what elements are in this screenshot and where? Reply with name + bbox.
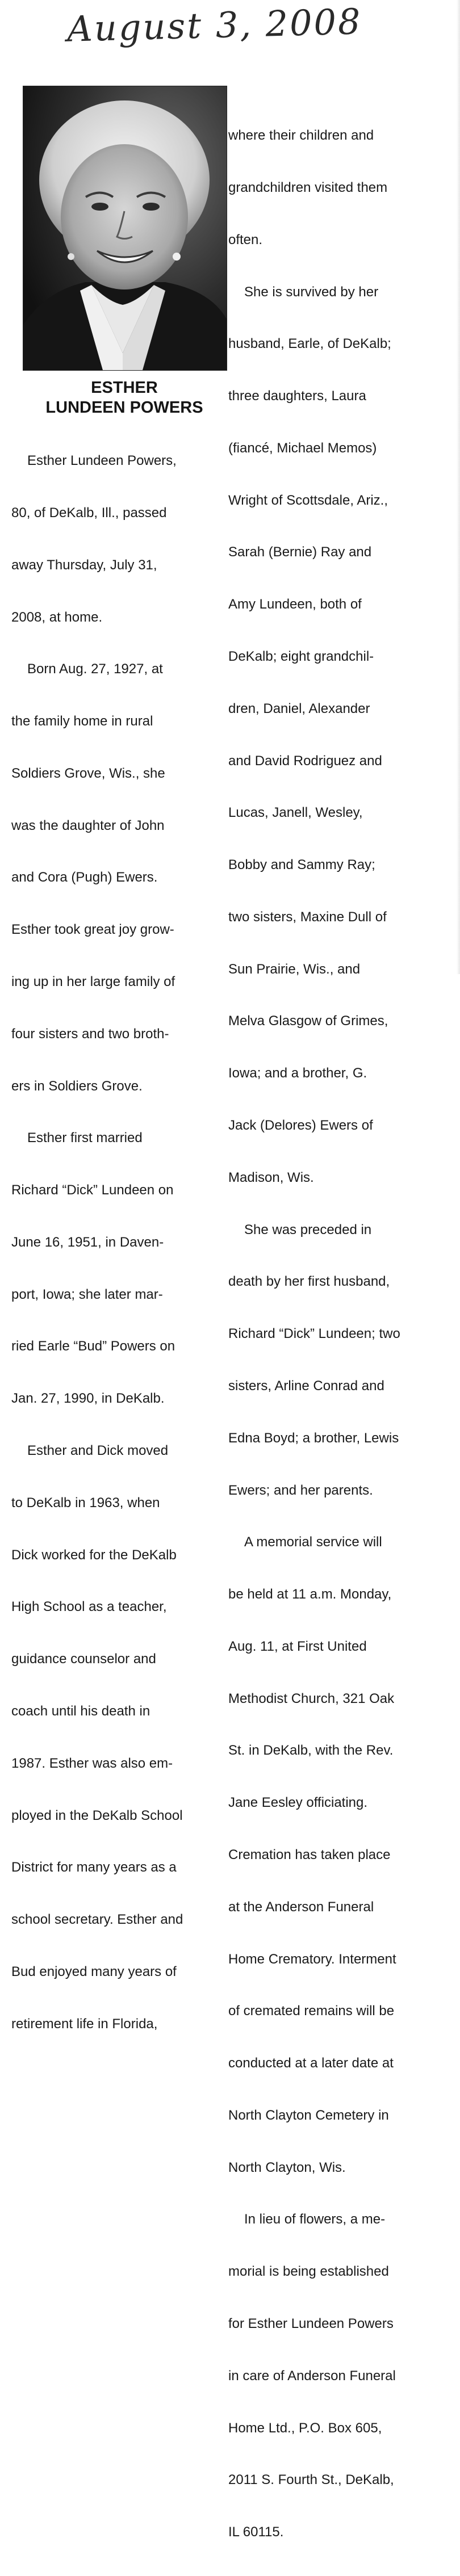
- text-line: (fiancé, Michael Memos): [228, 440, 377, 456]
- text-line: 1987. Esther was also em-: [11, 1755, 173, 1771]
- text-line: sisters, Arline Conrad and: [228, 1378, 384, 1394]
- text-line: Dick worked for the DeKalb: [11, 1547, 177, 1563]
- portrait-photo: [23, 86, 227, 371]
- text-line: June 16, 1951, in Daven-: [11, 1234, 164, 1250]
- text-line: away Thursday, July 31,: [11, 557, 157, 573]
- text-line: where their children and: [228, 128, 374, 144]
- text-line: In lieu of flowers, a me-: [244, 2212, 386, 2227]
- text-line: grandchildren visited them: [228, 179, 388, 195]
- text-line: 2011 S. Fourth St., DeKalb,: [228, 2472, 394, 2488]
- text-line: Esther took great joy grow-: [11, 922, 174, 938]
- text-line: Esther and Dick moved: [27, 1443, 169, 1459]
- text-line: Iowa; and a brother, G.: [228, 1065, 367, 1081]
- text-line: dren, Daniel, Alexander: [228, 700, 370, 716]
- text-line: in care of Anderson Funeral: [228, 2368, 396, 2384]
- text-line: 80, of DeKalb, Ill., passed: [11, 505, 167, 521]
- text-line: retirement life in Florida,: [11, 2016, 158, 2032]
- text-line: Cremation has taken place: [228, 1847, 391, 1862]
- text-line: often.: [228, 232, 263, 247]
- text-line: ried Earle “Bud” Powers on: [11, 1339, 175, 1354]
- text-line: Esther Lundeen Powers,: [27, 453, 177, 469]
- text-line: Bud enjoyed many years of: [11, 1964, 177, 1979]
- text-line: Jan. 27, 1990, in DeKalb.: [11, 1391, 165, 1407]
- text-line: port, Iowa; she later mar-: [11, 1286, 163, 1302]
- text-line: Richard “Dick” Lundeen; two: [228, 1326, 400, 1342]
- text-line: Wright of Scottsdale, Ariz.,: [228, 492, 388, 508]
- text-line: DeKalb; eight grandchil-: [228, 649, 374, 664]
- scan-edge: [457, 0, 460, 974]
- text-line: She was preceded in: [244, 1222, 372, 1237]
- text-line: Born Aug. 27, 1927, at: [27, 661, 163, 677]
- text-line: Soldiers Grove, Wis., she: [11, 765, 165, 781]
- text-line: and Cora (Pugh) Ewers.: [11, 870, 158, 886]
- headline-line-2: LUNDEEN POWERS: [45, 398, 203, 417]
- text-line: Methodist Church, 321 Oak: [228, 1690, 395, 1706]
- text-line: was the daughter of John: [11, 817, 165, 833]
- text-line: Jane Eesley officiating.: [228, 1795, 368, 1811]
- right-text-column: [228, 93, 400, 2576]
- text-line: She is survived by her: [244, 284, 379, 300]
- text-line: District for many years as a: [11, 1860, 177, 1876]
- text-line: be held at 11 a.m. Monday,: [228, 1587, 392, 1602]
- text-line: morial is being established: [228, 2264, 389, 2280]
- left-text-column: [11, 418, 183, 2067]
- text-line: and David Rodriguez and: [228, 753, 382, 769]
- text-line: Sun Prairie, Wis., and: [228, 961, 361, 977]
- text-line: Aug. 11, at First United: [228, 1638, 367, 1654]
- handwritten-date: August 3, 2008: [66, 1, 363, 50]
- text-line: of cremated remains will be: [228, 2003, 395, 2019]
- text-line: Edna Boyd; a brother, Lewis: [228, 1430, 399, 1446]
- text-line: Home Crematory. Interment: [228, 1951, 396, 1967]
- text-line: two sisters, Maxine Dull of: [228, 909, 387, 925]
- text-line: IL 60115.: [228, 2524, 284, 2540]
- text-line: conducted at a later date at: [228, 2055, 394, 2071]
- text-line: Bobby and Sammy Ray;: [228, 857, 375, 873]
- headline-line-1: ESTHER: [91, 379, 158, 397]
- text-line: guidance counselor and: [11, 1651, 156, 1667]
- text-line: North Clayton, Wis.: [228, 2159, 346, 2175]
- text-line: ers in Soldiers Grove.: [11, 1078, 143, 1094]
- portrait-photo-icon: [23, 86, 227, 370]
- text-line: ing up in her large family of: [11, 974, 175, 989]
- text-line: husband, Earle, of DeKalb;: [228, 336, 391, 352]
- text-line: Ewers; and her parents.: [228, 1482, 373, 1498]
- text-line: Lucas, Janell, Wesley,: [228, 805, 363, 821]
- text-line: Jack (Delores) Ewers of: [228, 1118, 373, 1134]
- text-line: Amy Lundeen, both of: [228, 597, 362, 612]
- text-line: coach until his death in: [11, 1703, 150, 1719]
- text-line: at the Anderson Funeral: [228, 1899, 374, 1915]
- text-line: three daughters, Laura: [228, 388, 366, 404]
- text-line: St. in DeKalb, with the Rev.: [228, 1743, 394, 1759]
- text-line: Esther first married: [27, 1130, 143, 1146]
- text-line: four sisters and two broth-: [11, 1026, 169, 1042]
- text-line: Madison, Wis.: [228, 1169, 314, 1185]
- text-line: Richard “Dick” Lundeen on: [11, 1182, 174, 1198]
- text-line: Melva Glasgow of Grimes,: [228, 1013, 388, 1029]
- text-line: school secretary. Esther and: [11, 1912, 183, 1928]
- text-line: ployed in the DeKalb School: [11, 1807, 183, 1823]
- text-line: Sarah (Bernie) Ray and: [228, 544, 372, 560]
- text-line: the family home in rural: [11, 714, 153, 729]
- text-line: death by her first husband,: [228, 1274, 390, 1290]
- text-line: North Clayton Cemetery in: [228, 2107, 389, 2123]
- text-line: for Esther Lundeen Powers: [228, 2316, 394, 2331]
- text-line: Home Ltd., P.O. Box 605,: [228, 2420, 382, 2436]
- text-line: 2008, at home.: [11, 609, 103, 625]
- text-line: High School as a teacher,: [11, 1599, 167, 1615]
- text-line: to DeKalb in 1963, when: [11, 1495, 160, 1511]
- text-line: A memorial service will: [244, 1534, 382, 1550]
